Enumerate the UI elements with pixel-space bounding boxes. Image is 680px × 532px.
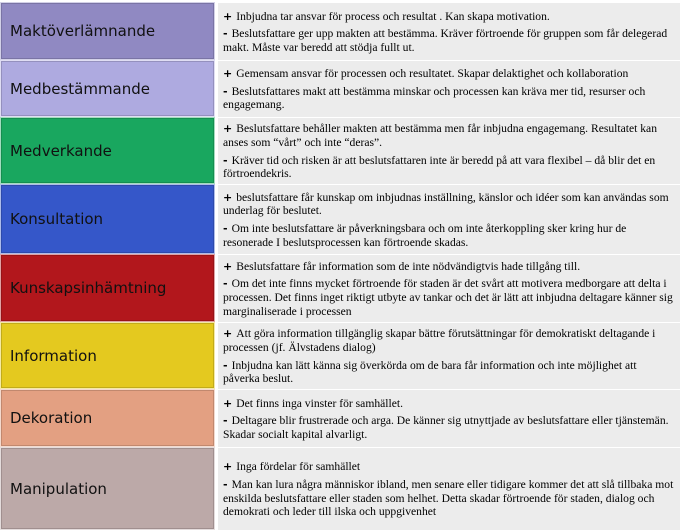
advantage-line bbox=[223, 67, 674, 81]
plus-icon: + bbox=[223, 67, 233, 81]
level-label: Maktöverlämnande bbox=[0, 2, 215, 60]
minus-icon: - bbox=[223, 153, 228, 167]
disadvantage-text: Man kan lura några människor ibland, men senare eller tidigare kommer det att slå tillbaka mot enskilda beslutsfattare eller staden som helhet. Detta skadar förtroende för staden, dialog och demokrati och leder till ilska och uppgivenhet bbox=[223, 477, 674, 519]
advantage-line bbox=[223, 327, 674, 354]
disadvantage-text: Inbjudna kan lätt känna sig överkörda om de bara får information och inte möjlighet att påverka beslut. bbox=[223, 358, 637, 386]
disadvantage-line bbox=[223, 27, 674, 54]
level-label: Information bbox=[0, 322, 215, 389]
level-label: Dekoration bbox=[0, 389, 215, 447]
advantage-text: Att göra information tillgänglig skapar bättre förutsättningar för demokratiskt deltagande i processen (jf. Älvstadens dialog) bbox=[223, 327, 656, 354]
minus-icon: - bbox=[223, 222, 228, 235]
disadvantage-text: Kräver tid och risken är att beslutsfattaren inte är beredd på att vara flexibel – då blir det en förtroendekris. bbox=[223, 153, 656, 181]
minus-icon: - bbox=[223, 414, 228, 428]
level-label: Manipulation bbox=[0, 447, 215, 530]
ladder-row bbox=[0, 322, 680, 389]
advantage-line bbox=[223, 122, 674, 149]
advantage-text: Inga fördelar för samhället bbox=[236, 460, 361, 474]
minus-icon: - bbox=[223, 27, 228, 41]
advantage-text: Gemensam ansvar för processen och resultatet. Skapar delaktighet och kollaboration bbox=[236, 67, 629, 81]
level-label: Konsultation bbox=[0, 184, 215, 254]
level-description bbox=[218, 60, 680, 117]
advantage-line bbox=[223, 260, 674, 274]
disadvantage-line bbox=[223, 478, 674, 519]
level-label: Medbestämmande bbox=[0, 60, 215, 117]
level-description bbox=[218, 117, 680, 184]
level-description bbox=[218, 389, 680, 447]
plus-icon: + bbox=[223, 122, 233, 136]
disadvantage-line bbox=[223, 85, 674, 112]
plus-icon: + bbox=[223, 396, 233, 410]
advantage-line bbox=[223, 10, 674, 24]
advantage-text: Inbjudna tar ansvar för process och resultat . Kan skapa motivation. bbox=[236, 9, 550, 23]
level-description bbox=[218, 184, 680, 254]
minus-icon: - bbox=[223, 277, 228, 291]
advantage-line bbox=[223, 191, 674, 218]
minus-icon: - bbox=[223, 477, 228, 491]
ladder-row bbox=[0, 254, 680, 322]
ladder-row bbox=[0, 60, 680, 117]
advantage-line bbox=[223, 460, 674, 474]
disadvantage-line bbox=[223, 277, 674, 318]
minus-icon: - bbox=[223, 358, 228, 372]
plus-icon: + bbox=[223, 327, 233, 341]
level-label: Medverkande bbox=[0, 117, 215, 184]
ladder-row bbox=[0, 184, 680, 254]
advantage-text: Beslutsfattare behåller makten att bestämma men får inbjudna engagemang. Resultatet kan anses som “vårt” och inte “deras”. bbox=[223, 122, 657, 149]
ladder-row bbox=[0, 2, 680, 60]
plus-icon: + bbox=[223, 259, 233, 273]
ladder-row bbox=[0, 389, 680, 447]
advantage-line bbox=[223, 397, 674, 411]
level-description bbox=[218, 447, 680, 530]
minus-icon: - bbox=[223, 84, 228, 98]
disadvantage-text: Beslutsfattares makt att bestämma minskar och processen kan kräva mer tid, resurser och engagemang. bbox=[223, 84, 646, 112]
disadvantage-text: Beslutsfattare ger upp makten att bestämma. Kräver förtroende för gruppen som får delegerad makt. Måste var beredd att stödja fullt ut. bbox=[223, 27, 668, 54]
plus-icon: + bbox=[223, 190, 233, 204]
level-description bbox=[218, 322, 680, 389]
disadvantage-text: Deltagare blir frustrerade och arga. De känner sig utnyttjade av beslutsfattare eller tjänstemän. Skadar socialt kapital alvarligt. bbox=[223, 414, 669, 441]
disadvantage-line bbox=[223, 359, 674, 386]
disadvantage-line bbox=[223, 414, 674, 441]
disadvantage-text: Om det inte finns mycket förtroende för staden är det svårt att motivera medborgare att delta i processen. Det finns inget riktigt utbyte av tankar och det är lätt att inbjudna deltagare känner sig marginaliserade i processen bbox=[223, 277, 673, 318]
disadvantage-line bbox=[223, 222, 674, 249]
plus-icon: + bbox=[223, 460, 233, 474]
level-description bbox=[218, 254, 680, 322]
level-description bbox=[218, 2, 680, 60]
disadvantage-line bbox=[223, 154, 674, 181]
plus-icon: + bbox=[223, 9, 233, 23]
level-label: Kunskapsinhämtning bbox=[0, 254, 215, 322]
advantage-text: beslutsfattare får kunskap om inbjudnas inställning, känslor och idéer som kan användas som underlag för beslutet. bbox=[223, 190, 669, 218]
advantage-text: Det finns inga vinster för samhället. bbox=[236, 396, 403, 410]
ladder-row bbox=[0, 117, 680, 184]
ladder-row bbox=[0, 447, 680, 530]
advantage-text: Beslutsfattare får information som de inte nödvändigtvis hade tillgång till. bbox=[236, 259, 581, 273]
disadvantage-text: Om inte beslutsfattare är påverkningsbara och om inte återkoppling sker kring hur de resonerade I beslutsprocessen kan förtroende skadas. bbox=[223, 222, 627, 249]
